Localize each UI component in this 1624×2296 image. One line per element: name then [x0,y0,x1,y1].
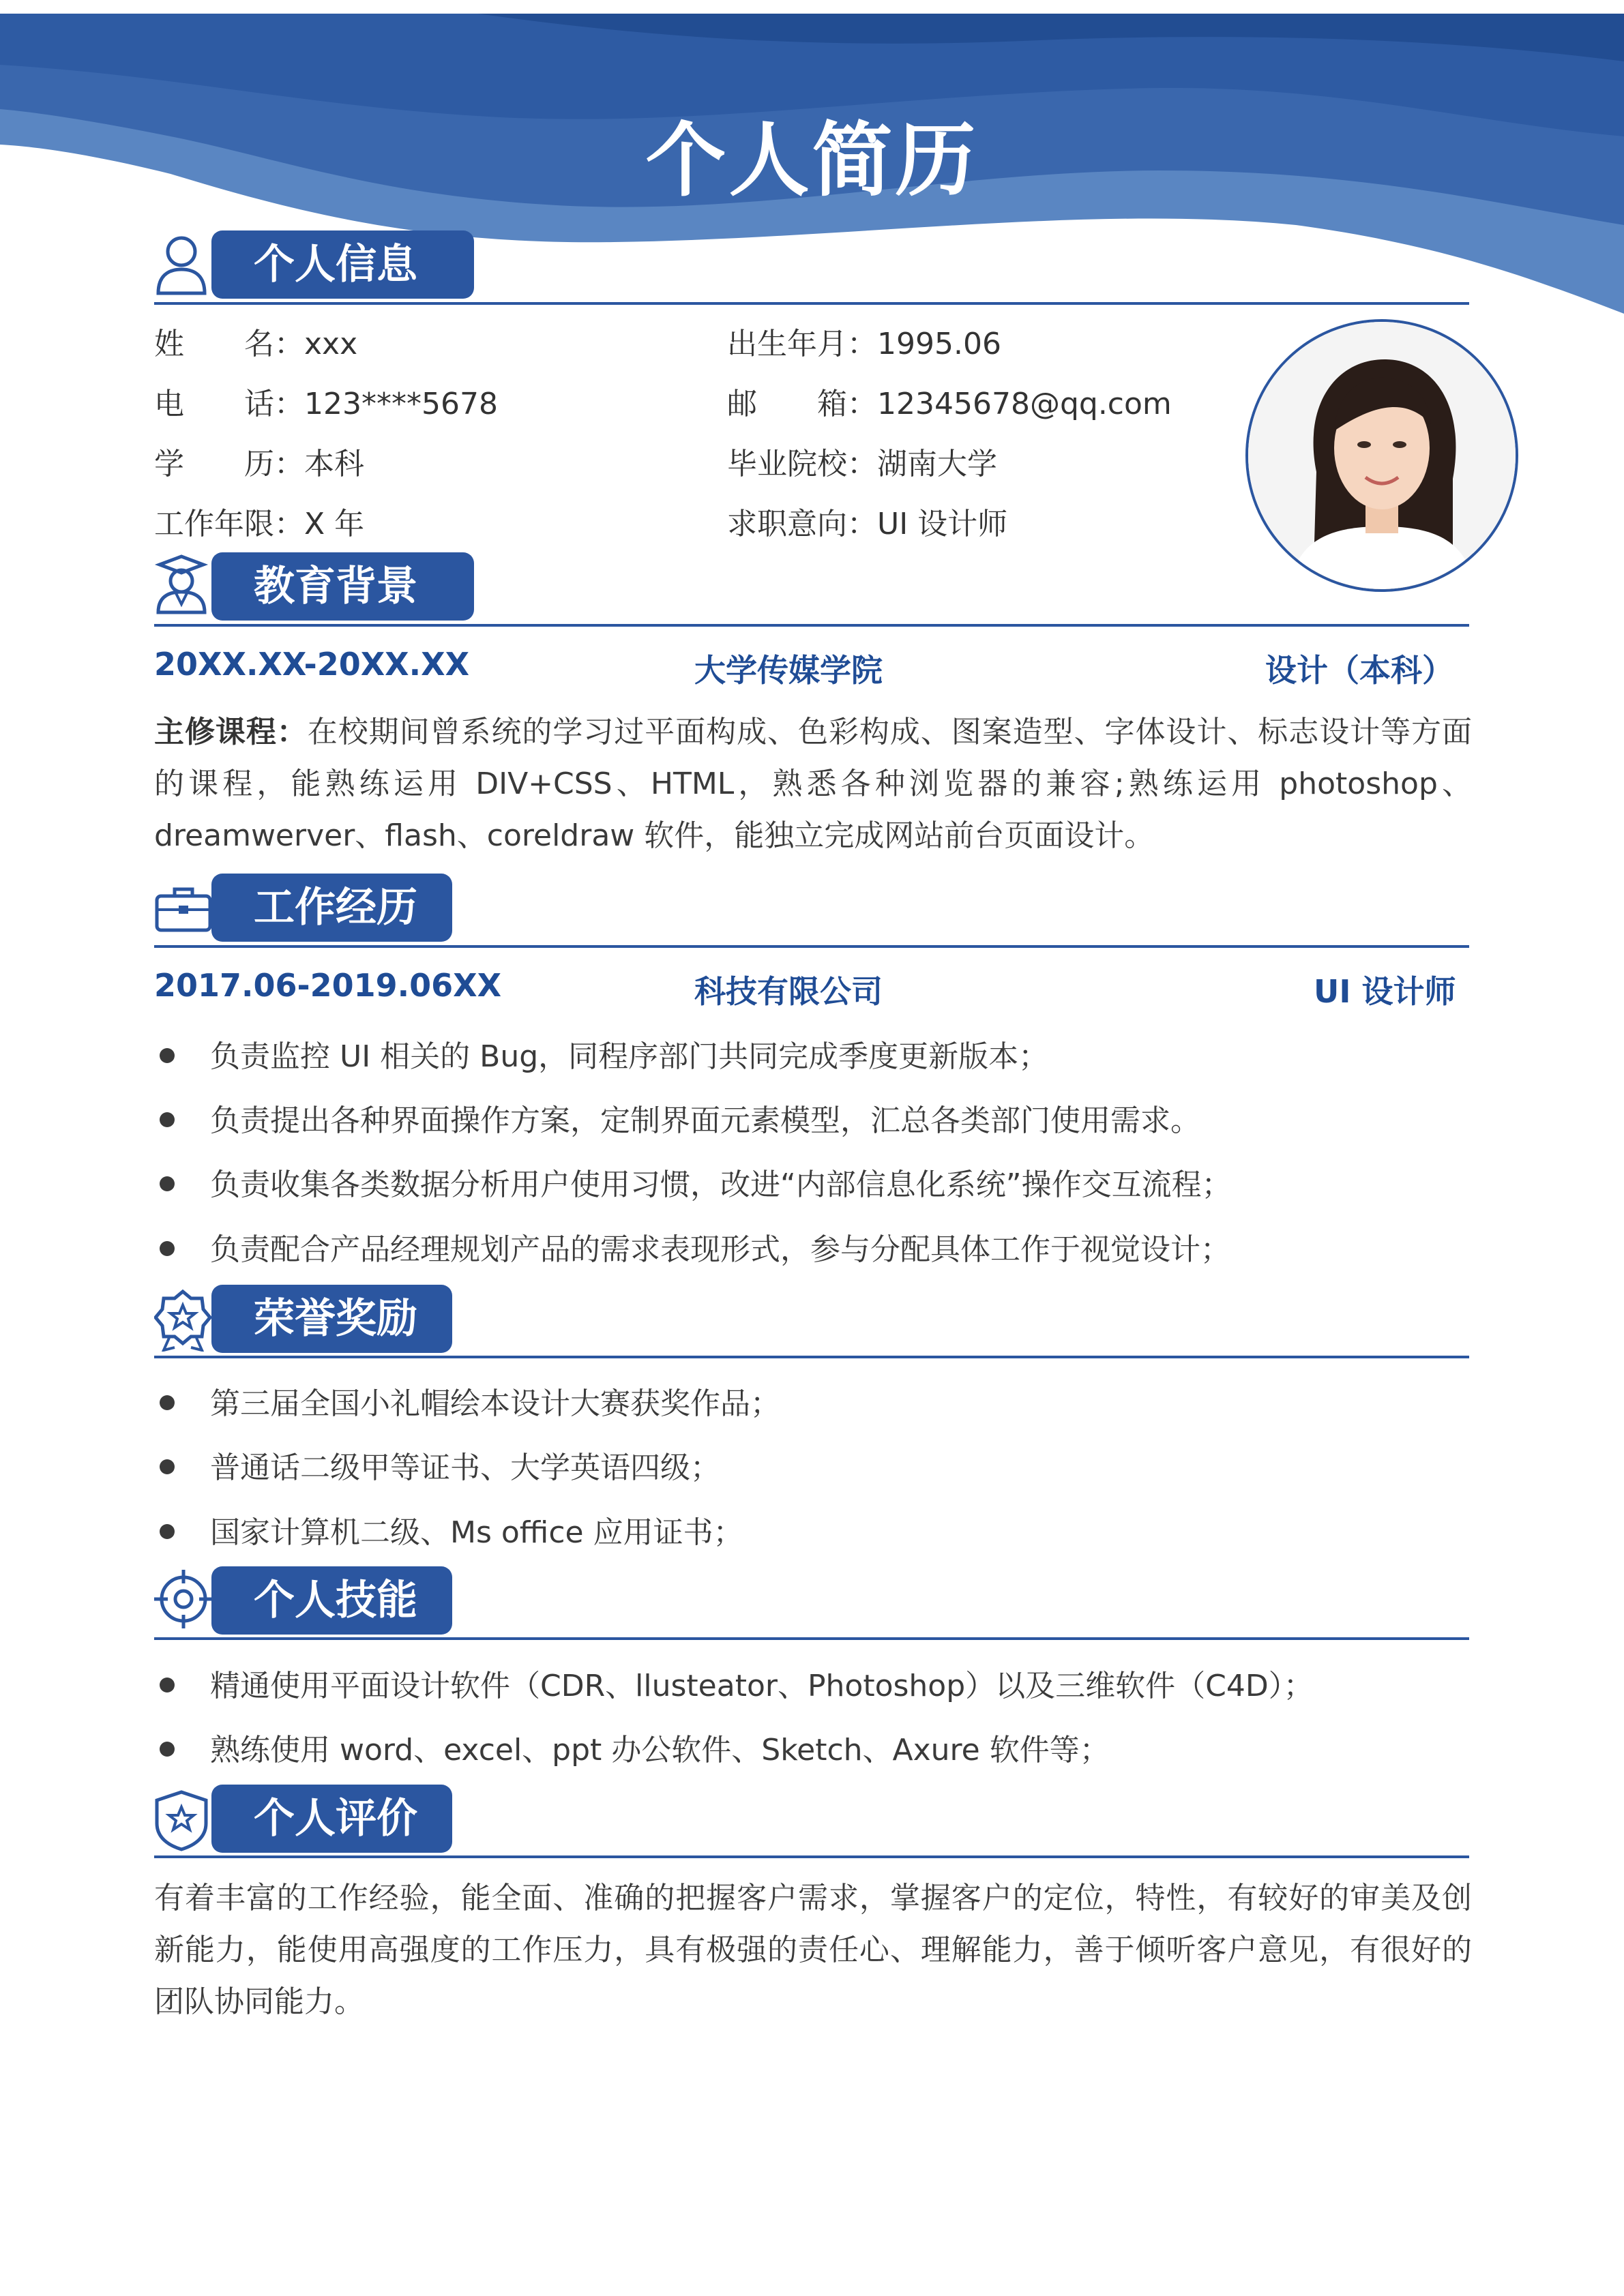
education-major: 设计（本科） [1265,652,1453,689]
resume-title: 个人简历 [645,113,979,207]
school-field: 毕业院校：湖南大学 [727,447,997,481]
section-title-education: 教育背景 [211,552,474,621]
bullet-icon [160,1524,175,1539]
profile-photo [1245,319,1518,592]
degree-field: 学 历：本科 [154,447,364,481]
work-period: 2017.06-2019.06XX [154,967,502,1004]
bullet-icon [160,1112,175,1127]
bullet-icon [160,1678,175,1693]
bullet-icon [160,1395,175,1410]
section-title-honors: 荣誉奖励 [211,1285,452,1353]
list-item: 国家计算机二级、Ms office 应用证书； [154,1508,743,1551]
list-item: 负责提出各种界面操作方案，定制界面元素模型，汇总各类部门使用需求。 [154,1096,1200,1139]
section-title-evaluation: 个人评价 [211,1785,452,1853]
section-divider [154,302,1469,305]
bullet-icon [160,1241,175,1256]
work-position: UI 设计师 [1314,973,1456,1010]
education-period: 20XX.XX-20XX.XX [154,646,470,683]
award-icon [154,1289,211,1352]
list-item: 负责配合产品经理规划产品的需求表现形式，参与分配具体工作于视觉设计； [154,1225,1230,1268]
list-item: 第三届全国小礼帽绘本设计大赛获奖作品； [154,1379,780,1422]
target-icon [154,1570,213,1628]
education-college: 大学传媒学院 [694,652,883,689]
bullet-icon [160,1048,175,1063]
section-title-info: 个人信息 [211,230,474,299]
bullet-icon [160,1176,175,1191]
education-courses: 主修课程：在校期间曾系统的学习过平面构成、色彩构成、图案造型、字体设计、标志设计等方面的课程，能熟练运用 DIV+CSS、HTML，熟悉各种浏览器的兼容;熟练运用 photoshop、dreamwerver、flash、coreldraw 软件，能独立完成网站前台页面设计。 [154,715,1473,853]
graduate-icon [154,554,209,615]
shield-star-icon [154,1789,209,1852]
section-divider [154,945,1469,948]
email-field: 邮 箱：12345678@qq.com [727,387,1172,421]
bullet-icon [160,1742,175,1757]
evaluation-text: 有着丰富的工作经验，能全面、准确的把握客户需求，掌握客户的定位，特性，有较好的审美及创新能力，能使用高强度的工作压力，具有极强的责任心、理解能力，善于倾听客户意见，有很好的团队协同能力。 [154,1881,1472,2019]
section-title-work: 工作经历 [211,874,452,942]
section-title-skills: 个人技能 [211,1566,452,1635]
section-divider [154,1637,1469,1640]
intent-field: 求职意向：UI 设计师 [727,507,1008,541]
section-divider [154,624,1469,627]
section-divider [154,1356,1469,1358]
list-item: 熟练使用 word、excel、ppt 办公软件、Sketch、Axure 软件等； [154,1725,1110,1769]
list-item: 负责收集各类数据分析用户使用习惯，改进“内部信息化系统”操作交互流程； [154,1160,1232,1204]
bullet-icon [160,1459,175,1474]
work-company: 科技有限公司 [694,973,883,1010]
person-icon [154,235,209,297]
years-field: 工作年限：X 年 [154,507,365,541]
list-item: 负责监控 UI 相关的 Bug，同程序部门共同完成季度更新版本； [154,1032,1048,1075]
list-item: 精通使用平面设计软件（CDR、llusteator、Photoshop）以及三维软件（C4D）； [154,1661,1314,1705]
list-item: 普通话二级甲等证书、大学英语四级； [154,1443,720,1487]
name-field: 姓 名：xxx [154,327,358,361]
phone-field: 电 话：123****5678 [154,387,498,421]
section-divider [154,1855,1469,1858]
briefcase-icon [154,885,213,933]
birth-field: 出生年月：1995.06 [727,327,1001,361]
